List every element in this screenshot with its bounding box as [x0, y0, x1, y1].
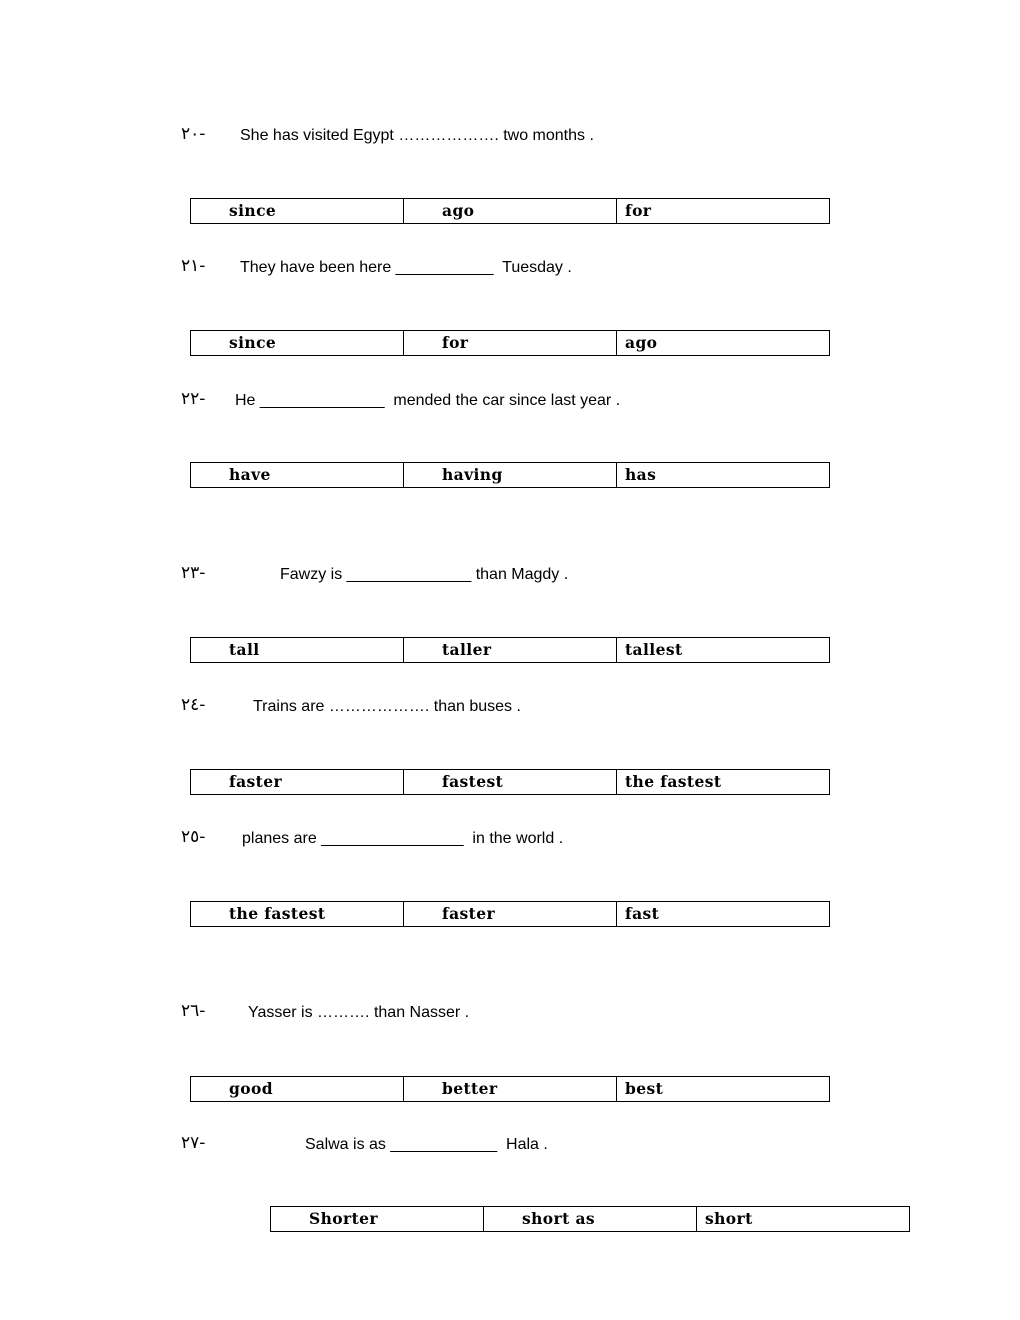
option-cell[interactable]: fast — [625, 904, 660, 923]
question-number: ٢٢- — [181, 389, 206, 409]
options-table — [190, 1076, 830, 1102]
option-cell[interactable]: having — [404, 463, 617, 487]
option-cell[interactable]: better — [404, 1077, 617, 1101]
option-cell[interactable]: have — [191, 463, 404, 487]
question-number: ٢٣- — [181, 563, 206, 583]
option-cell[interactable]: taller — [404, 638, 617, 662]
option-cell[interactable]: faster — [404, 902, 617, 926]
option-cell[interactable]: fastest — [404, 770, 617, 794]
question-text: Yasser is ………. than Nasser . — [248, 1004, 470, 1021]
options-table — [190, 462, 830, 488]
options-table — [190, 769, 830, 795]
option-cell[interactable]: tall — [191, 638, 404, 662]
question-text: Trains are ………………. than buses . — [253, 698, 521, 715]
question-text: He ______________ mended the car since last year . — [235, 392, 621, 409]
option-cell[interactable]: since — [191, 331, 404, 355]
option-cell[interactable]: Shorter — [271, 1207, 484, 1231]
question-number: ٢٦- — [181, 1001, 206, 1021]
option-cell[interactable]: short — [705, 1209, 753, 1228]
question-number: ٢٠- — [181, 124, 206, 144]
question-text: She has visited Egypt ………………. two months . — [240, 127, 594, 144]
option-cell[interactable]: for — [625, 201, 652, 220]
question-text: They have been here ___________ Tuesday . — [240, 259, 572, 276]
option-cell[interactable]: tallest — [625, 640, 683, 659]
question-number: ٢٤- — [181, 695, 206, 715]
options-table — [270, 1206, 910, 1232]
option-cell[interactable]: ago — [625, 333, 658, 352]
option-cell[interactable]: ago — [404, 199, 617, 223]
option-cell[interactable]: good — [191, 1077, 404, 1101]
option-cell[interactable]: best — [625, 1079, 664, 1098]
question-text: planes are ________________ in the world . — [242, 830, 564, 847]
question-number: ٢٧- — [181, 1133, 206, 1153]
question-number: ٢٥- — [181, 827, 206, 847]
option-cell[interactable]: the fastest — [191, 902, 404, 926]
option-cell[interactable]: faster — [191, 770, 404, 794]
option-cell[interactable]: for — [404, 331, 617, 355]
question-number: ٢١- — [181, 256, 206, 276]
question-text: Fawzy is ______________ than Magdy . — [280, 566, 569, 583]
options-table — [190, 330, 830, 356]
options-table — [190, 198, 830, 224]
question-text: Salwa is as ____________ Hala . — [305, 1136, 548, 1153]
options-table — [190, 901, 830, 927]
option-cell[interactable]: has — [625, 465, 657, 484]
option-cell[interactable]: since — [191, 199, 404, 223]
options-table — [190, 637, 830, 663]
option-cell[interactable]: short as — [484, 1207, 697, 1231]
option-cell[interactable]: the fastest — [625, 772, 722, 791]
